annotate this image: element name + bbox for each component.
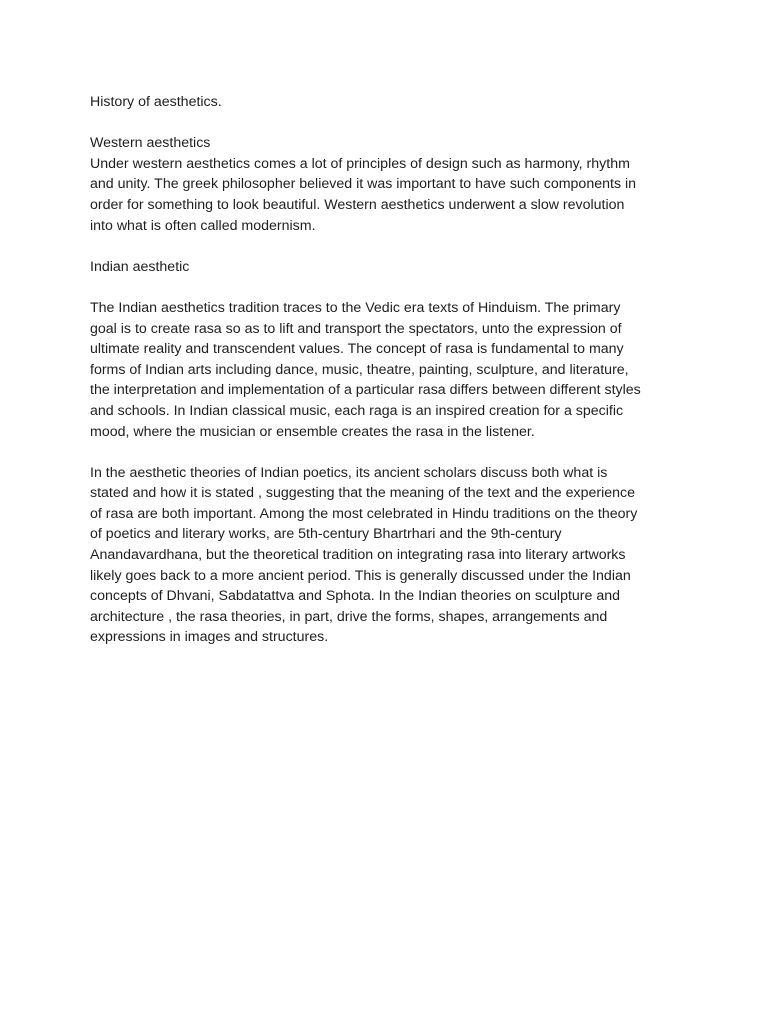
indian-paragraph-1: The Indian aesthetics tradition traces to the Vedic era texts of Hinduism. The primary goal is to create rasa so as to lift and transport the spectators, unto the expression of ultimate reality and transcendent values. The concept of rasa is fundamental to many forms of Indian arts including dance, music, theatre, painting, sculpture, and literature, the interpretation and implementation of a particular rasa differs between different styles and schools. In Indian classical music, each raga is an inspired creation for a specific mood, where the musician or ensemble creates the rasa in the listener.	[90, 299, 641, 440]
spacer	[90, 236, 690, 257]
western-paragraph: Under western aesthetics comes a lot of principles of design such as harmony, rhythm and unity. The greek philosopher believed it was important to have such components in order for something to look beautiful. Western aesthetics underwent a slow revolution into what is often called modernism.	[90, 155, 637, 234]
document-page	[90, 92, 690, 648]
spacer	[90, 277, 690, 298]
indian-heading: Indian aesthetic	[90, 258, 190, 275]
spacer	[90, 442, 690, 463]
document-title: History of aesthetics.	[90, 94, 222, 110]
western-heading: Western aesthetics	[90, 135, 211, 152]
indian-paragraph-2: In the aesthetic theories of Indian poetics, its ancient scholars discuss both what is stated and how it is stated , suggesting that the meaning of the text and the experience of rasa are both important. Among the most celebrated in Hindu traditions on the theory of poetics and literary works, are 5th-century Bhartrhari and the 9th-century Anandavardhana, but the theoretical tradition on integrating rasa into literary artworks likely goes back to a more ancient period. This is generally discussed under the Indian concepts of Dhvani, Sabdatattva and Sphota. In the Indian theories on sculpture and architecture , the rasa theories, in part, drive the forms, shapes, arrangements and expressions in images and structures.	[90, 464, 638, 646]
spacer	[90, 113, 690, 134]
